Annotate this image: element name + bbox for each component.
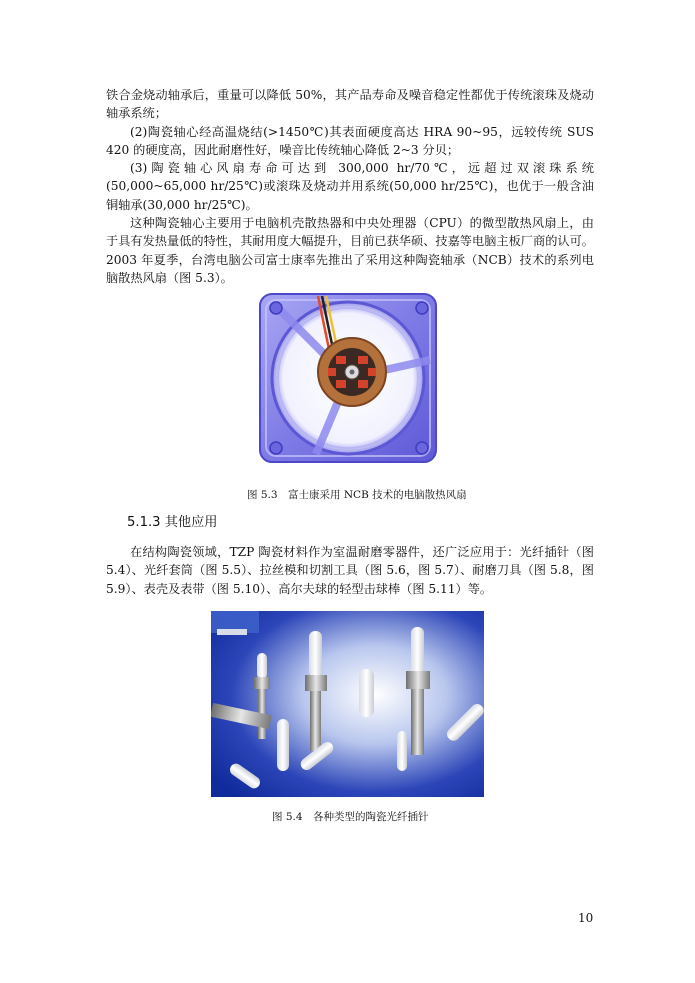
paragraph-bearing-weight: 铁合金烧动轴承后，重量可以降低 50%，其产品寿命及噪音稳定性都优于传统滚珠及烧动轴承系统； [106, 88, 594, 121]
fiber-ferrule-figure [211, 611, 484, 797]
page-number: 10 [578, 911, 594, 925]
paragraph-other-applications: 在结构陶瓷领域，TZP 陶瓷材料作为室温耐磨零器件，还广泛应用于：光纤插针（图 5.4）、光纤套筒（图 5.5）、拉丝模和切割工具（图 5.6，图 5.7）、耐磨刀具（图 5.8，图 5.9）、表壳及表带（图 5.10）、高尔夫球的轻型击球棒（图 5.11）等。 [106, 545, 594, 596]
ceramic-ferrules-image [211, 611, 484, 797]
cooling-fan-figure [256, 286, 440, 469]
paragraph-hardness: (2)陶瓷轴心经高温烧结(>1450℃)其表面硬度高达 HRA 90~95，远较传统 SUS 420 的硬度高，因此耐磨性好，噪音比传统轴心降低 2~3 分贝； [106, 124, 594, 157]
section-heading: 5.1.3 其他应用 [127, 515, 218, 530]
paragraph-cpu-fan: 这种陶瓷轴心主要用于电脑机壳散热器和中央处理器（CPU）的微型散热风扇上，由于具有发热量低的特性，其耐用度大幅提升，目前已获华硕、技嘉等电脑主板厂商的认可。2003 年夏季，台湾电脑公司富士康率先推出了采用这种陶瓷轴承（NCB）技术的系列电脑散热风扇（图 5.3）。 [106, 216, 594, 285]
body-text-block [106, 86, 594, 287]
paragraph-lifetime: (3)陶瓷轴心风扇寿命可达到 300,000 hr/70℃，远超过双滚珠系统(50,000~65,000 hr/25℃)或滚珠及烧动并用系统(50,000 hr/25℃)，也优于一般含油铜轴承(30,000 hr/25℃)。 [106, 161, 594, 212]
figure-5-3-caption: 图 5.3 富士康采用 NCB 技术的电脑散热风扇 [247, 489, 467, 501]
figure-5-4-caption: 图 5.4 各种类型的陶瓷光纤插针 [272, 811, 429, 823]
cooling-fan-image [256, 286, 440, 469]
